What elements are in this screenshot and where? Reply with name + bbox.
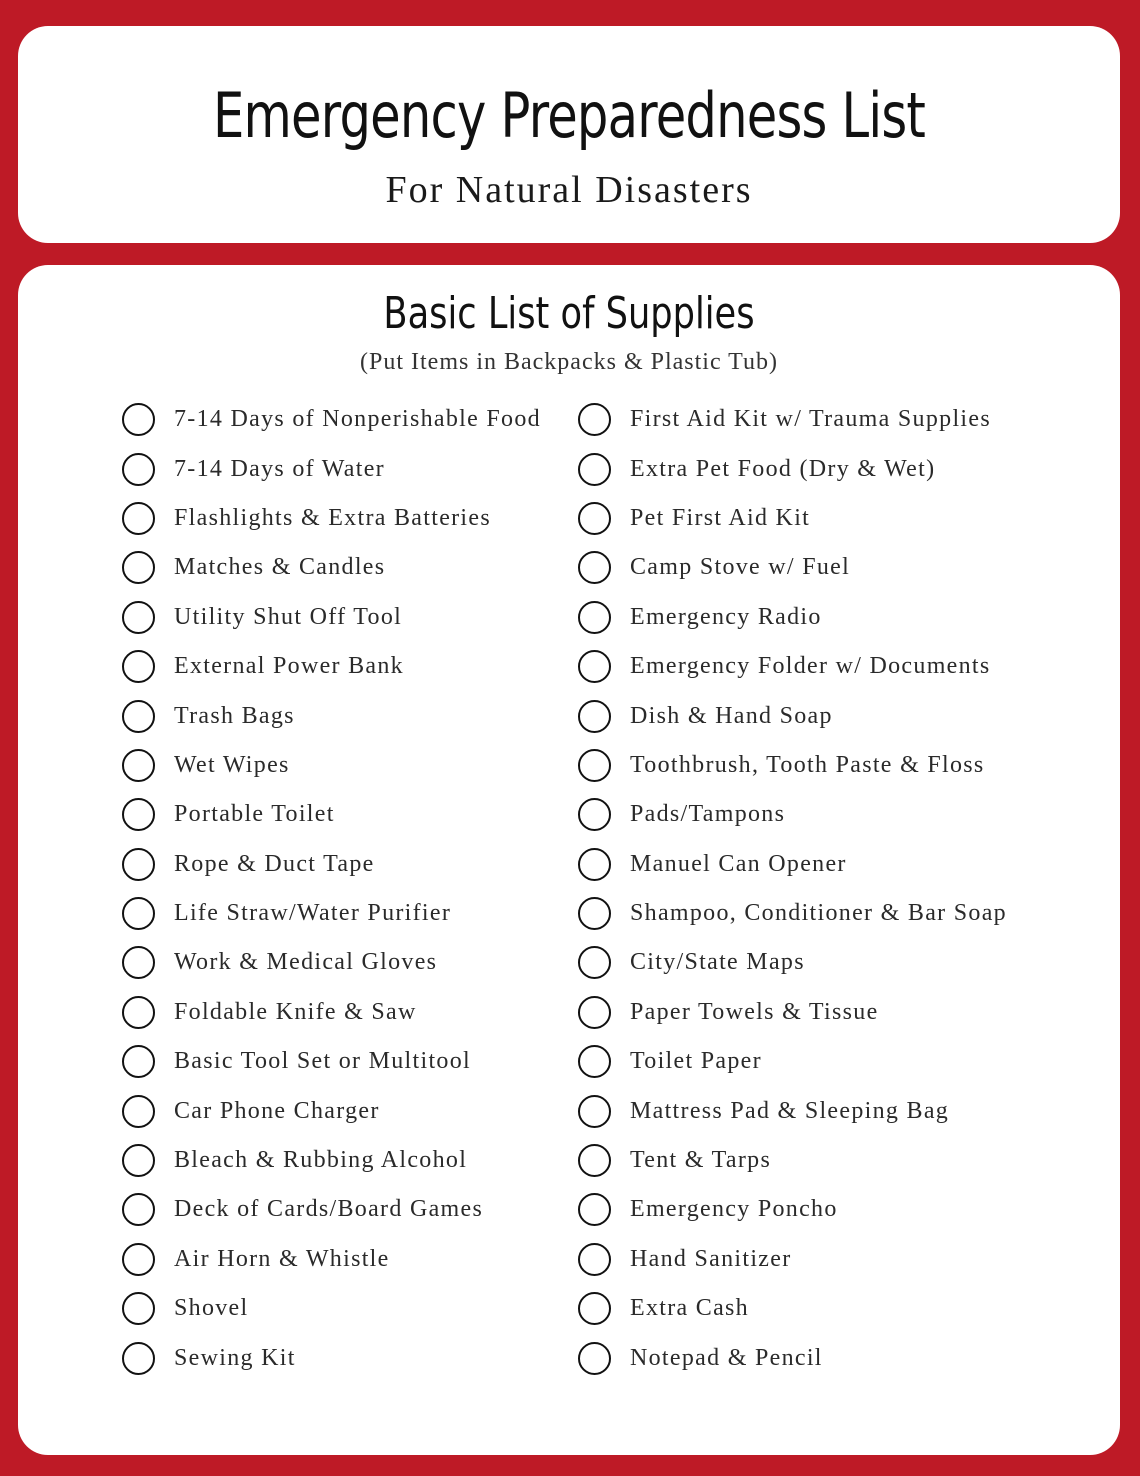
checklist-item[interactable] (578, 691, 1098, 740)
checklist-right-column (578, 395, 1098, 1383)
checklist-item-label: Pet First Aid Kit (630, 504, 811, 531)
checklist-item-label: Manuel Can Opener (630, 850, 847, 877)
checkbox-circle[interactable] (578, 551, 611, 584)
checkbox-circle[interactable] (578, 996, 611, 1029)
checklist-item[interactable] (122, 691, 572, 740)
checklist-item[interactable] (578, 889, 1098, 938)
checkbox-circle[interactable] (122, 1144, 155, 1177)
checklist-item[interactable] (122, 1136, 572, 1185)
checklist-item-label: Shovel (174, 1295, 249, 1322)
checkbox-circle[interactable] (122, 453, 155, 486)
checklist-left-column (122, 395, 572, 1383)
checklist-item-label: Mattress Pad & Sleeping Bag (630, 1097, 950, 1124)
checklist-item[interactable] (578, 642, 1098, 691)
checklist-item[interactable] (578, 1136, 1098, 1185)
checklist-item-label: Portable Toilet (174, 801, 335, 828)
checklist-item-label: Car Phone Charger (174, 1097, 380, 1124)
checklist-item-label: Flashlights & Extra Batteries (174, 504, 491, 531)
checklist-item-label: External Power Bank (174, 653, 404, 680)
checklist-item[interactable] (578, 395, 1098, 444)
checklist-item-label: Foldable Knife & Saw (174, 998, 417, 1025)
checklist-item[interactable] (578, 938, 1098, 987)
checklist-item-label: Rope & Duct Tape (174, 850, 375, 877)
checkbox-circle[interactable] (578, 453, 611, 486)
checkbox-circle[interactable] (578, 1144, 611, 1177)
checklist-item-label: Basic Tool Set or Multitool (174, 1048, 471, 1075)
checklist-item-label: Deck of Cards/Board Games (174, 1196, 484, 1223)
checklist-item-label: Utility Shut Off Tool (174, 603, 403, 630)
checklist-item-label: Tent & Tarps (630, 1147, 772, 1174)
checkbox-circle[interactable] (122, 1095, 155, 1128)
checkbox-circle[interactable] (578, 1243, 611, 1276)
checkbox-circle[interactable] (578, 502, 611, 535)
checklist-item-label: Emergency Radio (630, 603, 822, 630)
checkbox-circle[interactable] (122, 1193, 155, 1226)
checklist-item[interactable] (122, 543, 572, 592)
checklist-item-label: Pads/Tampons (630, 801, 786, 828)
checklist-item-label: Camp Stove w/ Fuel (630, 554, 851, 581)
checklist-item-label: Wet Wipes (174, 751, 290, 778)
checklist-item[interactable] (122, 938, 572, 987)
checklist-item[interactable] (578, 444, 1098, 493)
checkbox-circle[interactable] (578, 1045, 611, 1078)
checklist-item-label: Emergency Poncho (630, 1196, 838, 1223)
section-note: (Put Items in Backpacks & Plastic Tub) (360, 349, 778, 375)
checkbox-circle[interactable] (578, 403, 611, 436)
checklist-item[interactable] (122, 593, 572, 642)
checklist-item-label: Notepad & Pencil (630, 1344, 823, 1371)
checkbox-circle[interactable] (578, 1095, 611, 1128)
checklist-item-label: Extra Cash (630, 1295, 749, 1322)
checklist-item[interactable] (578, 1086, 1098, 1135)
checklist-item[interactable] (122, 1284, 572, 1333)
checkbox-circle[interactable] (578, 1342, 611, 1375)
checkbox-circle[interactable] (578, 1292, 611, 1325)
checklist-item-label: Toilet Paper (630, 1048, 762, 1075)
checkbox-circle[interactable] (578, 601, 611, 634)
checklist-item[interactable] (122, 790, 572, 839)
checkbox-circle[interactable] (122, 650, 155, 683)
checkbox-circle[interactable] (122, 601, 155, 634)
checklist-item-label: First Aid Kit w/ Trauma Supplies (630, 406, 991, 433)
checklist-item-label: Work & Medical Gloves (174, 949, 438, 976)
checkbox-circle[interactable] (122, 1045, 155, 1078)
checklist-item-label: City/State Maps (630, 949, 805, 976)
section-title: Basic List of Supplies (383, 288, 755, 339)
checklist-item[interactable] (122, 642, 572, 691)
checklist-item[interactable] (578, 1284, 1098, 1333)
checklist-item-label: Shampoo, Conditioner & Bar Soap (630, 900, 1007, 927)
checklist-item[interactable] (122, 1185, 572, 1234)
checklist-item-label: Emergency Folder w/ Documents (630, 653, 991, 680)
checklist-item[interactable] (122, 889, 572, 938)
checklist-item[interactable] (122, 1037, 572, 1086)
checklist-item[interactable] (122, 444, 572, 493)
checkbox-circle[interactable] (122, 700, 155, 733)
checklist-item[interactable] (578, 840, 1098, 889)
checklist-item-label: 7-14 Days of Nonperishable Food (174, 406, 541, 433)
checklist-item-label: Trash Bags (174, 702, 295, 729)
checklist-item-label: Sewing Kit (174, 1344, 296, 1371)
checkbox-circle[interactable] (122, 1292, 155, 1325)
checklist-item-label: Dish & Hand Soap (630, 702, 833, 729)
checkbox-circle[interactable] (578, 650, 611, 683)
checklist-item[interactable] (122, 840, 572, 889)
supplies-card (18, 265, 1120, 1455)
checklist-item[interactable] (122, 395, 572, 444)
checklist-item[interactable] (578, 543, 1098, 592)
checklist-item[interactable] (122, 1086, 572, 1135)
checkbox-circle[interactable] (122, 946, 155, 979)
checkbox-circle[interactable] (122, 848, 155, 881)
checkbox-circle[interactable] (122, 749, 155, 782)
page-title: Emergency Preparedness List (212, 79, 926, 152)
checklist-item-label: Toothbrush, Tooth Paste & Floss (630, 751, 985, 778)
checkbox-circle[interactable] (578, 946, 611, 979)
checklist-item[interactable] (578, 1333, 1098, 1382)
checkbox-circle[interactable] (122, 502, 155, 535)
checklist-item[interactable] (122, 741, 572, 790)
checklist-item[interactable] (578, 988, 1098, 1037)
checkbox-circle[interactable] (122, 1342, 155, 1375)
checkbox-circle[interactable] (578, 897, 611, 930)
checkbox-circle[interactable] (122, 798, 155, 831)
checklist-item-label: Air Horn & Whistle (174, 1245, 390, 1272)
checklist-item-label: Matches & Candles (174, 554, 386, 581)
checkbox-circle[interactable] (122, 551, 155, 584)
checklist-item-label: Life Straw/Water Purifier (174, 900, 452, 927)
checklist-item[interactable] (578, 790, 1098, 839)
checklist-item[interactable] (122, 988, 572, 1037)
checkbox-circle[interactable] (578, 848, 611, 881)
checklist-item[interactable] (578, 741, 1098, 790)
checklist-item-label: Paper Towels & Tissue (630, 998, 879, 1025)
checklist-item[interactable] (578, 1185, 1098, 1234)
checklist-item-label: 7-14 Days of Water (174, 455, 385, 482)
checkbox-circle[interactable] (122, 1243, 155, 1276)
checkbox-circle[interactable] (578, 798, 611, 831)
checkbox-circle[interactable] (122, 403, 155, 436)
checklist-item[interactable] (578, 1037, 1098, 1086)
checklist-item[interactable] (578, 593, 1098, 642)
checklist-item-label: Extra Pet Food (Dry & Wet) (630, 455, 936, 482)
checkbox-circle[interactable] (122, 996, 155, 1029)
checklist-item[interactable] (122, 1235, 572, 1284)
checklist-item[interactable] (122, 1333, 572, 1382)
page-subtitle: For Natural Disasters (385, 169, 753, 211)
checklist-item[interactable] (122, 494, 572, 543)
checkbox-circle[interactable] (122, 897, 155, 930)
checklist-item-label: Hand Sanitizer (630, 1245, 792, 1272)
checkbox-circle[interactable] (578, 1193, 611, 1226)
checkbox-circle[interactable] (578, 700, 611, 733)
checkbox-circle[interactable] (578, 749, 611, 782)
checklist-item-label: Bleach & Rubbing Alcohol (174, 1147, 468, 1174)
checklist-item[interactable] (578, 494, 1098, 543)
checklist-item[interactable] (578, 1235, 1098, 1284)
header-card (18, 26, 1120, 243)
